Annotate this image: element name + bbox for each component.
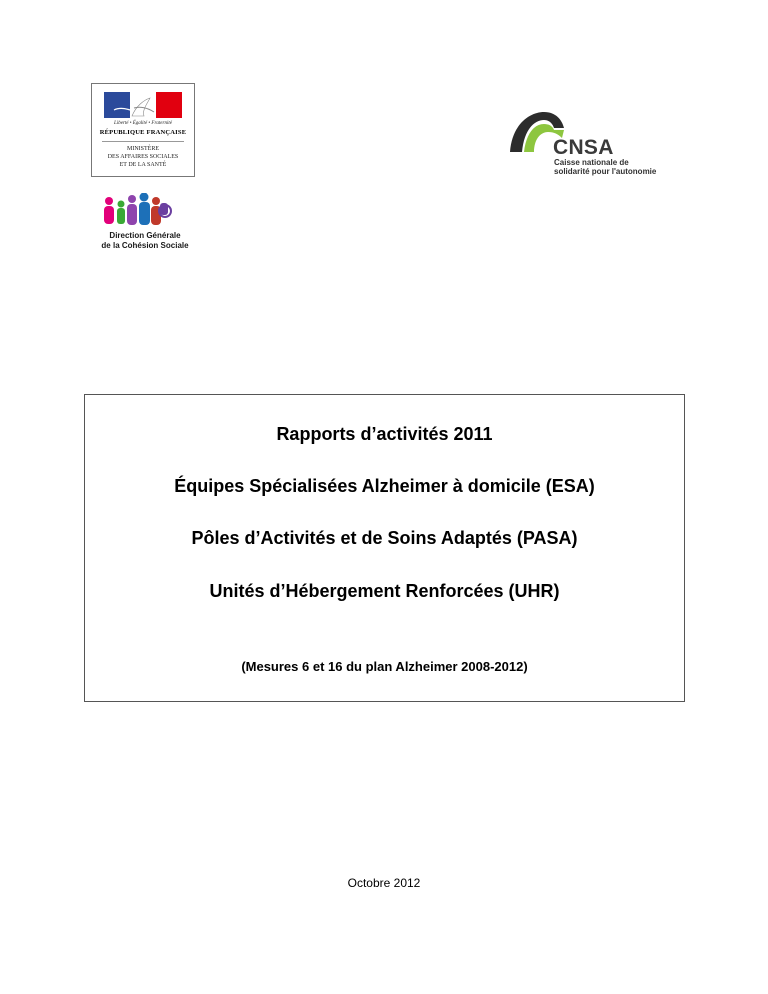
dgcs-line: de la Cohésion Sociale [101,241,189,250]
people-group-icon [93,193,197,231]
dgcs-line: Direction Générale [109,231,181,240]
republic-motto: Liberté • Égalité • Fraternité [114,121,172,126]
cnsa-subtitle [554,158,656,176]
publication-date: Octobre 2012 [347,876,421,890]
title-line-uhr: Unités d’Hébergement Renforcées (UHR) [209,581,560,601]
report-title: Rapports d’activités 2011 [276,424,493,444]
cnsa-logo [506,108,676,180]
report-subtitle: (Mesures 6 et 16 du plan Alzheimer 2008-2012) [241,659,528,674]
ministere-logo [91,83,195,177]
marianne-flag-icon [92,86,194,122]
cnsa-subtitle-line: Caisse nationale de [554,158,629,167]
ministry-line: ET DE LA SANTÉ [119,162,167,168]
ministry-name [94,145,192,169]
dgcs-name [93,231,197,251]
title-line-esa: Équipes Spécialisées Alzheimer à domicile (ESA) [174,476,595,496]
logo-divider [102,141,184,142]
dgcs-logo [93,193,197,253]
cnsa-name: CNSA [553,136,614,159]
title-box [84,394,685,702]
title-line-pasa: Pôles d’Activités et de Soins Adaptés (PASA) [191,528,578,548]
ministry-line: DES AFFAIRES SOCIALES [107,154,179,160]
republique-francaise: RÉPUBLIQUE FRANÇAISE [99,129,187,136]
ministry-line: MINISTÈRE [127,146,159,152]
cnsa-subtitle-line: solidarité pour l'autonomie [554,167,657,176]
